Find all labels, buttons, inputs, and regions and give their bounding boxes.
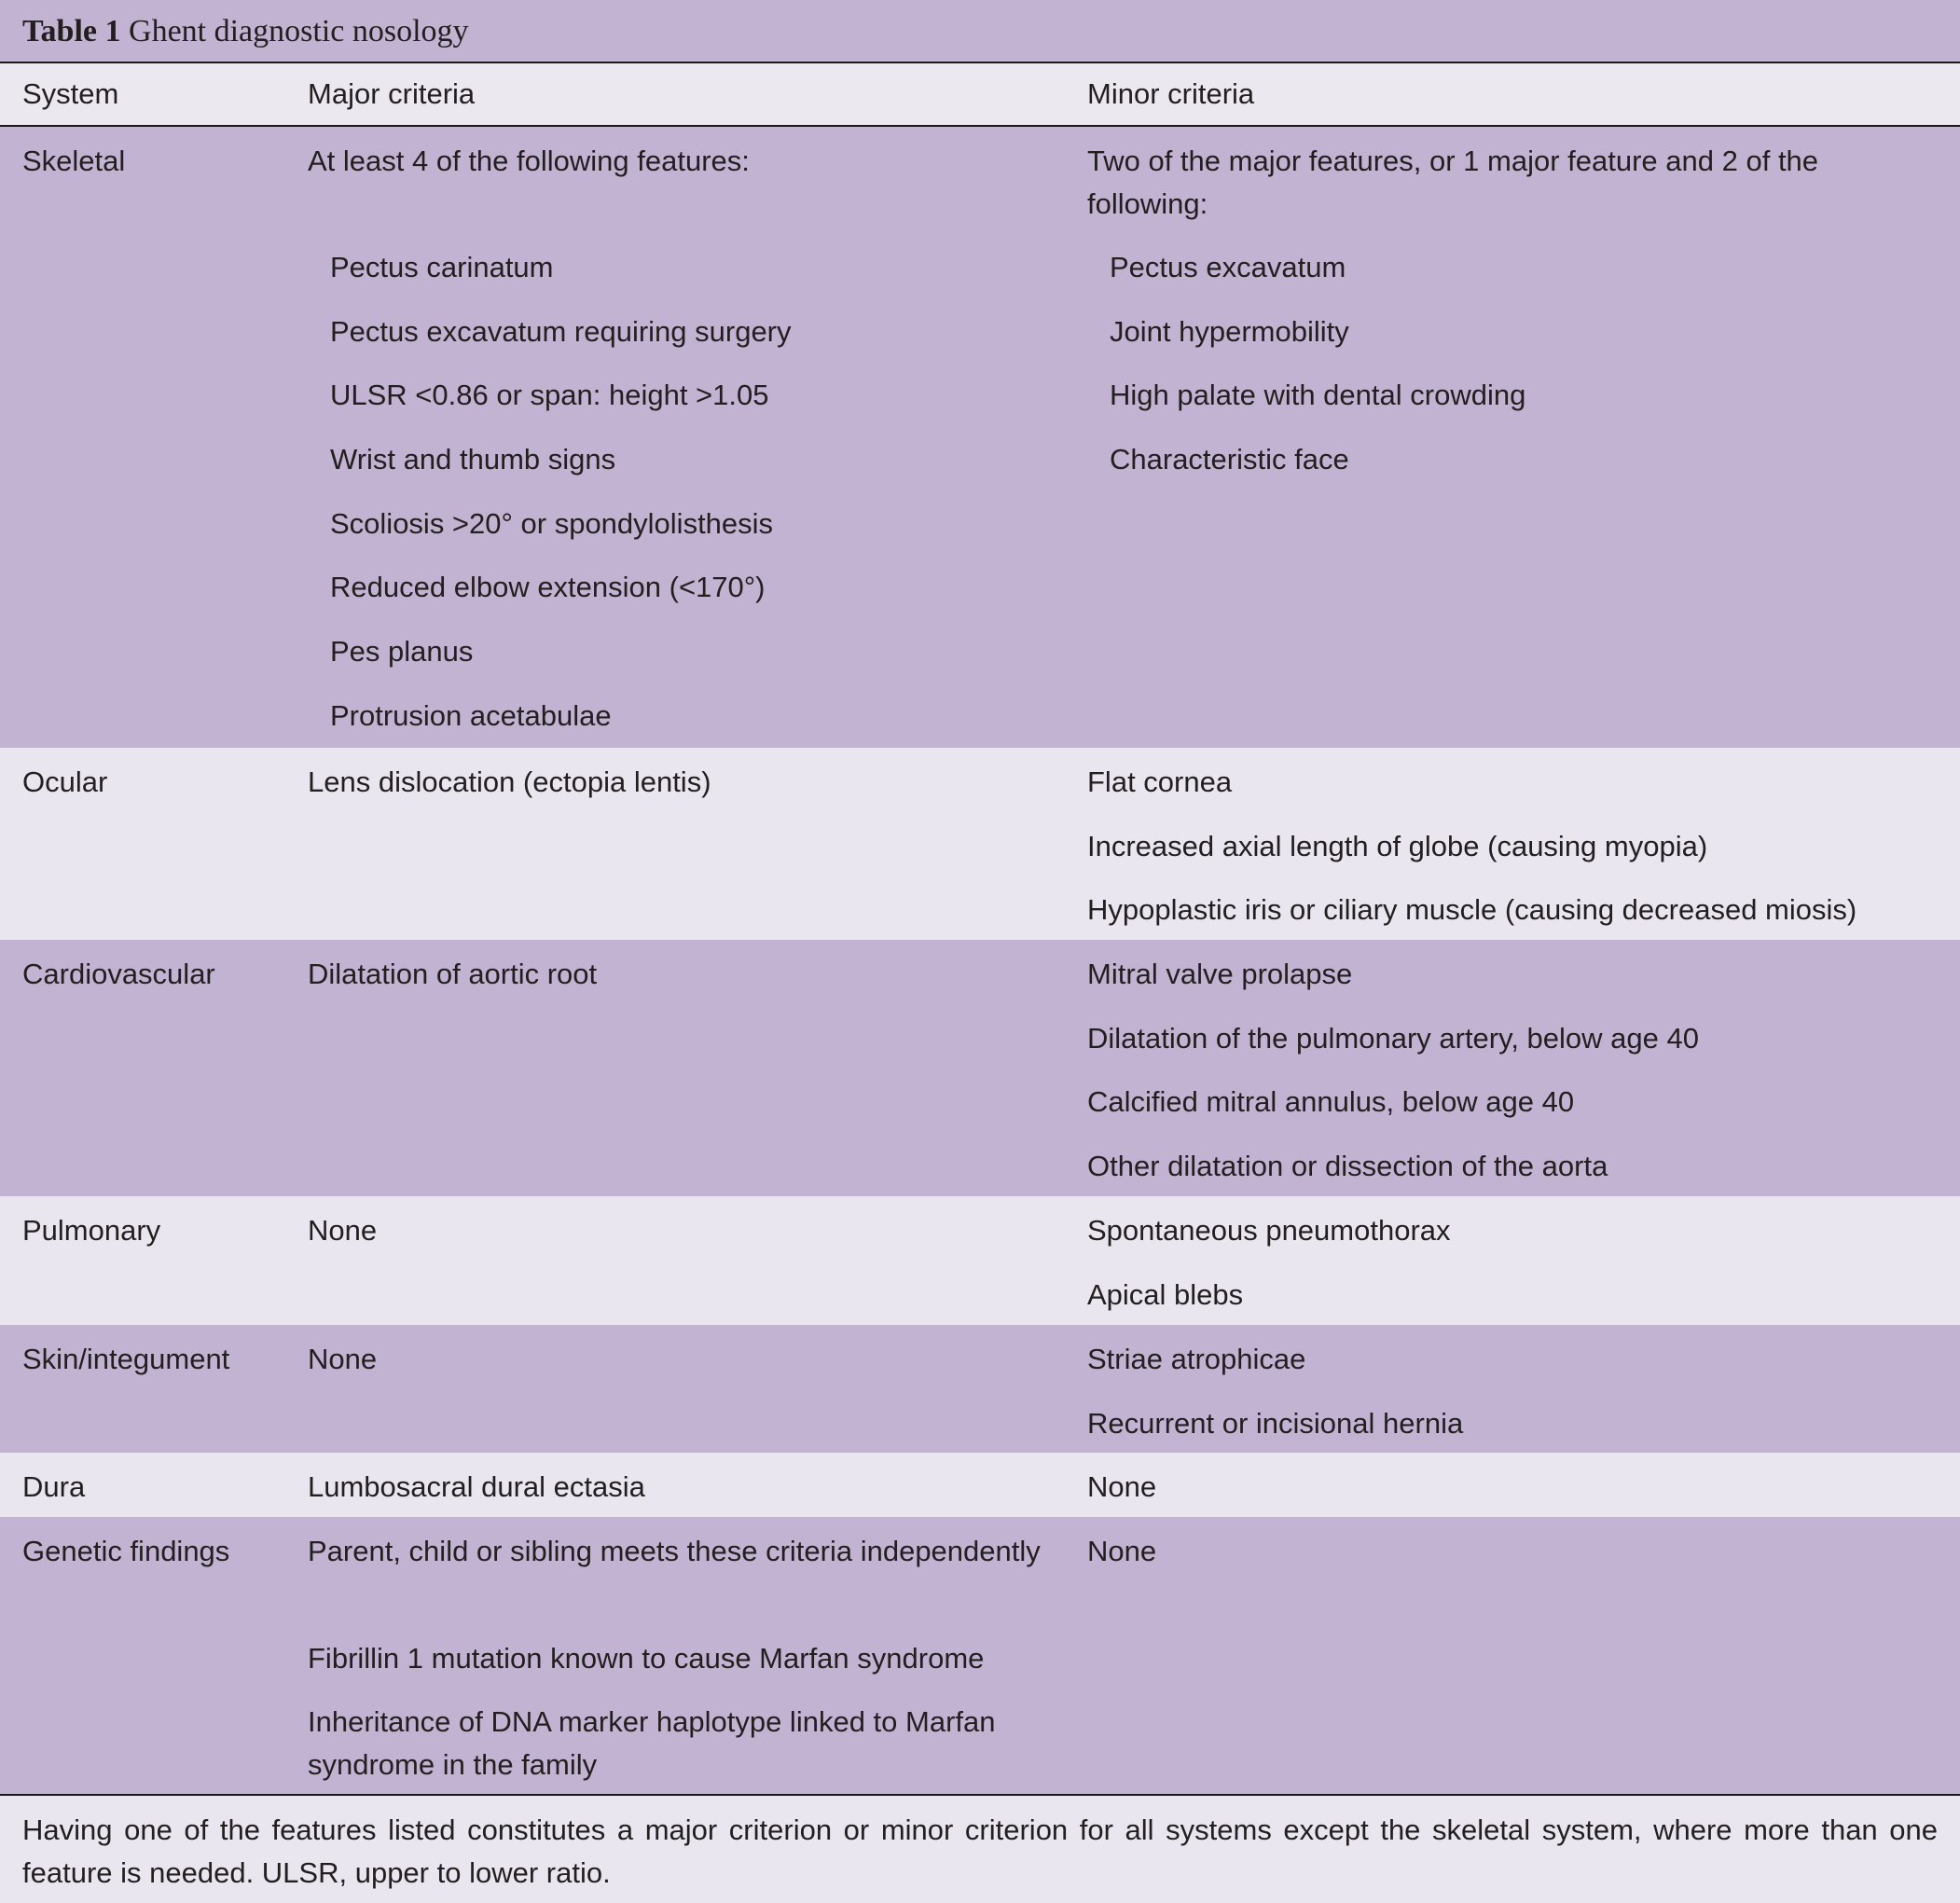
table-caption-text — [22, 11, 469, 52]
table-row-skeletal — [0, 127, 1960, 748]
pulmonary-system-cell: Pulmonary — [22, 1214, 161, 1247]
dura-minor-cell: None — [1087, 1470, 1157, 1503]
skeletal-minor-item: Characteristic face — [1110, 443, 1349, 476]
cardiovascular-minor-item: Calcified mitral annulus, below age 40 — [1087, 1085, 1575, 1118]
genetic-system-cell: Genetic findings — [22, 1535, 230, 1567]
table-row-pulmonary — [0, 1196, 1960, 1325]
pulmonary-minor-item: Spontaneous pneumothorax — [1087, 1214, 1451, 1247]
cardiovascular-major-cell: Dilatation of aortic root — [308, 958, 598, 990]
skin-minor-item: Recurrent or incisional hernia — [1087, 1407, 1464, 1440]
skeletal-minor-intro: Two of the major features, or 1 major feature and 2 of the following: — [1087, 145, 1819, 220]
header-minor-criteria: Minor criteria — [1087, 77, 1255, 110]
ocular-minor-item: Increased axial length of globe (causing myopia) — [1087, 830, 1708, 862]
cardiovascular-minor-item: Mitral valve prolapse — [1087, 958, 1353, 990]
table-footnote-text: Having one of the features listed constitutes a major criterion or minor criterion for all systems except the skeletal system, where more than one feature is needed. ULSR, upper to lower ratio. — [22, 1813, 1938, 1889]
cardiovascular-minor-item: Dilatation of the pulmonary artery, below age 40 — [1087, 1022, 1699, 1055]
skin-minor-item: Striae atrophicae — [1087, 1343, 1306, 1375]
table-header-row — [0, 63, 1960, 127]
table-row-ocular — [0, 748, 1960, 940]
skin-system-cell: Skin/integument — [22, 1343, 230, 1375]
ocular-minor-item: Hypoplastic iris or ciliary muscle (causing decreased miosis) — [1087, 893, 1857, 926]
skeletal-major-item: ULSR <0.86 or span: height >1.05 — [330, 379, 769, 411]
table-row-dura — [0, 1453, 1960, 1517]
table-row-cardiovascular — [0, 940, 1960, 1196]
skeletal-minor-item: Joint hypermobility — [1110, 315, 1349, 348]
skeletal-major-item: Pectus carinatum — [330, 251, 554, 283]
skeletal-major-item: Wrist and thumb signs — [330, 443, 616, 476]
ocular-major-cell: Lens dislocation (ectopia lentis) — [308, 765, 711, 798]
ocular-minor-item: Flat cornea — [1087, 765, 1233, 798]
ocular-system-cell: Ocular — [22, 765, 108, 798]
skeletal-major-item: Pectus excavatum requiring surgery — [330, 315, 792, 348]
genetic-major-item: Fibrillin 1 mutation known to cause Marfan syndrome — [308, 1642, 985, 1675]
genetic-major-item: Inheritance of DNA marker haplotype linked to Marfan syndrome in the family — [308, 1705, 996, 1781]
pulmonary-major-cell: None — [308, 1214, 378, 1247]
cardiovascular-minor-item: Other dilatation or dissection of the aorta — [1087, 1150, 1608, 1182]
skeletal-major-intro: At least 4 of the following features: — [308, 145, 750, 177]
skeletal-minor-item: Pectus excavatum — [1110, 251, 1346, 283]
skeletal-system-cell: Skeletal — [22, 145, 126, 177]
dura-system-cell: Dura — [22, 1470, 86, 1503]
genetic-minor-cell: None — [1087, 1535, 1157, 1567]
skeletal-major-item: Protrusion acetabulae — [330, 699, 612, 732]
genetic-major-item: Parent, child or sibling meets these criteria independently — [308, 1535, 1041, 1567]
table-caption-title: Ghent diagnostic nosology — [129, 14, 469, 48]
table-caption — [0, 0, 1960, 63]
skeletal-minor-item: High palate with dental crowding — [1110, 379, 1526, 411]
dura-major-cell: Lumbosacral dural ectasia — [308, 1470, 645, 1503]
skeletal-major-item: Pes planus — [330, 635, 474, 668]
header-major-criteria: Major criteria — [308, 77, 476, 110]
skeletal-major-item: Reduced elbow extension (<170°) — [330, 571, 766, 603]
table-caption-label: Table 1 — [22, 14, 121, 48]
skeletal-major-item: Scoliosis >20° or spondylolisthesis — [330, 507, 774, 540]
skin-major-cell: None — [308, 1343, 378, 1375]
table-row-skin — [0, 1325, 1960, 1453]
table-row-genetic — [0, 1517, 1960, 1794]
table-footnote — [0, 1794, 1960, 1903]
pulmonary-minor-item: Apical blebs — [1087, 1278, 1244, 1311]
cardiovascular-system-cell: Cardiovascular — [22, 958, 215, 990]
header-system: System — [22, 77, 119, 110]
